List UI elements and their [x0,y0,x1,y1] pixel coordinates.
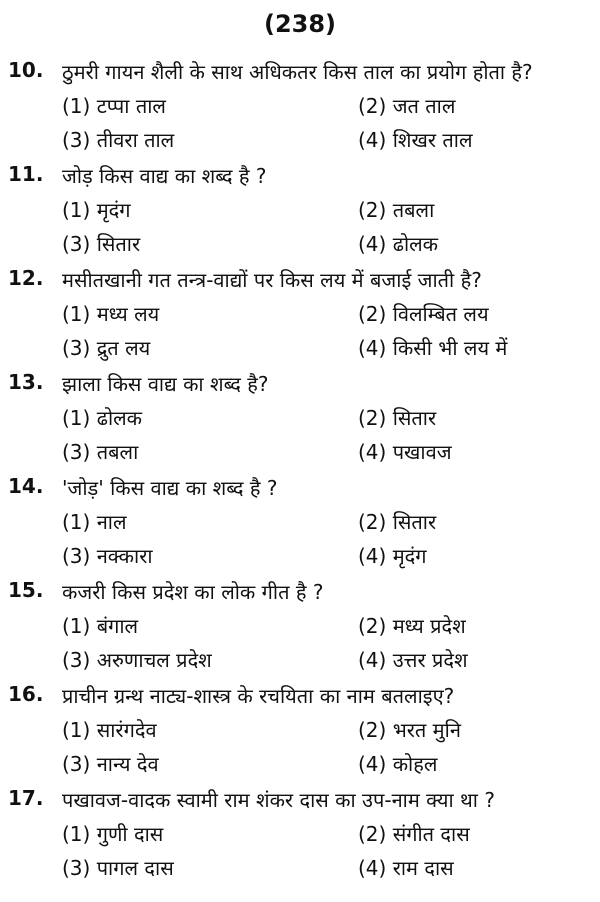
option-1: (1) मध्य लय [62,302,160,326]
question-text: जोड़ किस वाद्य का शब्द है ? [62,164,267,188]
option-4: (4) शिखर ताल [358,128,473,152]
question-text: झाला किस वाद्य का शब्द है? [62,372,269,396]
option-4: (4) राम दास [358,856,454,880]
option-4: (4) पखावज [358,440,452,464]
option-4: (4) कोहल [358,752,438,776]
option-1: (1) गुणी दास [62,822,164,846]
question-text: कजरी किस प्रदेश का लोक गीत है ? [62,580,324,604]
question-12 [0,266,600,368]
option-4: (4) ढोलक [358,232,439,256]
option-1: (1) मृदंग [62,198,131,222]
option-2: (2) सितार [358,406,437,430]
question-number: 17. [8,786,44,810]
question-text: मसीतखानी गत तन्त्र-वाद्यों पर किस लय में बजाई जाती है? [62,268,482,292]
option-3: (3) तीवरा ताल [62,128,175,152]
option-4: (4) मृदंग [358,544,427,568]
question-text: 'जोड़' किस वाद्य का शब्द है ? [62,476,278,500]
option-2: (2) भरत मुनि [358,718,461,742]
question-number: 14. [8,474,44,498]
option-2: (2) मध्य प्रदेश [358,614,466,638]
question-13 [0,370,600,472]
question-number: 10. [8,58,44,82]
option-3: (3) तबला [62,440,139,464]
question-16 [0,682,600,784]
option-3: (3) नक्कारा [62,544,153,568]
question-17 [0,786,600,888]
option-2: (2) संगीत दास [358,822,470,846]
question-text: प्राचीन ग्रन्थ नाट्य-शास्त्र के रचयिता का नाम बतलाइए? [62,684,455,708]
question-10 [0,58,600,160]
option-3: (3) द्रुत लय [62,336,151,360]
option-3: (3) नान्य देव [62,752,159,776]
question-number: 13. [8,370,44,394]
question-text: पखावज-वादक स्वामी राम शंकर दास का उप-नाम क्या था ? [62,788,495,812]
option-2: (2) तबला [358,198,435,222]
option-1: (1) नाल [62,510,127,534]
question-number: 11. [8,162,44,186]
question-number: 16. [8,682,44,706]
option-2: (2) विलम्बित लय [358,302,489,326]
option-3: (3) अरुणाचल प्रदेश [62,648,212,672]
option-1: (1) टप्पा ताल [62,94,166,118]
option-4: (4) किसी भी लय में [358,336,508,360]
question-text: ठुमरी गायन शैली के साथ अधिकतर किस ताल का प्रयोग होता है? [62,60,533,84]
question-number: 15. [8,578,44,602]
page-number: (238) [263,10,337,38]
question-number: 12. [8,266,44,290]
option-4: (4) उत्तर प्रदेश [358,648,468,672]
question-15 [0,578,600,680]
option-3: (3) सितार [62,232,141,256]
option-3: (3) पागल दास [62,856,174,880]
option-2: (2) जत ताल [358,94,456,118]
option-1: (1) बंगाल [62,614,139,638]
question-11 [0,162,600,264]
question-14 [0,474,600,576]
option-1: (1) ढोलक [62,406,143,430]
option-2: (2) सितार [358,510,437,534]
option-1: (1) सारंगदेव [62,718,157,742]
